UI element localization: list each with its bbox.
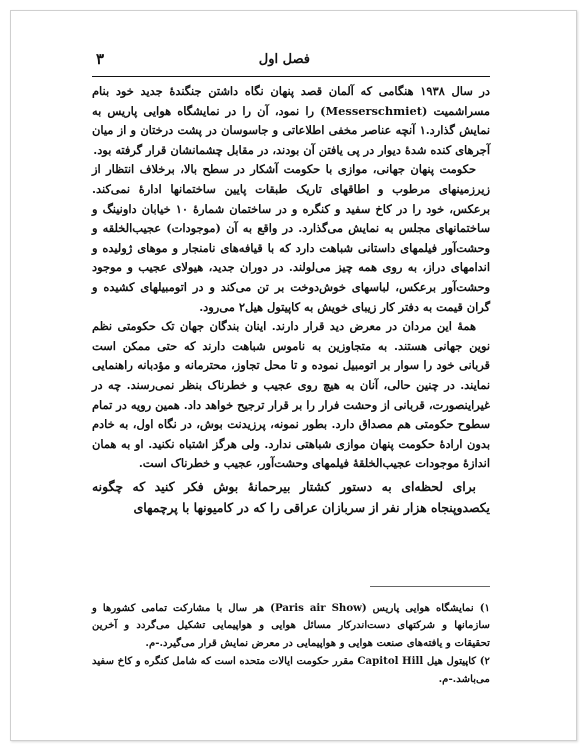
footnote: ۲) کاپیتول هیل Capitol Hill مقرر حکومت ایالات متحده است که شامل کنگره و کاخ سفید می‌باشد.-م. [92,655,491,685]
main-text [92,82,490,518]
paragraph: در سال ۱۹۳۸ هنگامی که آلمان قصد پنهان نگاه داشتن جنگندهٔ جدید خود بنام مسراشمیت (Messerschmiet) را نمود، آن را در نمایشگاه هوایی پاریس به نمایش گذارد.۱ آنچه عناصر مخفی اطلاعاتی و جاسوسان در پشت درختان و از میان آجرهای کنده شدهٔ دیوار در پی یافتن آن بودند، در مقابل چشمانشان قرار گرفته بود. [92,84,491,157]
paragraph: برای لحظه‌ای به دستور کشتار بیرحمانهٔ بوش فکر کنید که چگونه یکصدوپنجاه هزار نفر از سربازان عراقی را که در کامیونها با پرچمهای [92,478,490,515]
paragraph: همهٔ این مردان در معرض دید قرار دارند. اینان بندگان جهان تک حکومتی نظم نوین جهانی هستند. به متجاوزین به ناموس شباهت دارند که حتی ممکن است قربانی خود را سوار بر اتومبیل نموده و تا محل تجاوز، محترمانه و مؤدبانه راهنمایی نمایند. در چنین حالی، آنان به هیچ روی عجیب و خطرناک بنظر نمی‌رسند. چه در غیراینصورت، قربانی از وحشت فرار را بر قرار ترجیح خواهد داد. همین رویه در تمام سطوح حکومتی هم مصداق دارد. بطور نمونه، پرزیدنت بوش، در نگاه اول، به خادم بدون ارادهٔ حکومت پنهان موازی شباهتی ندارد. ولی هرگز اشتباه نکنید. او به همان اندازهٔ موجودات عجیب‌الخلقهٔ فیلمهای وحشت‌آور، عجیب و خطرناک است. [92,319,490,471]
running-title: فصل اول [258,52,310,67]
footnote: ۱) نمایشگاه هوایی پاریس (Paris air Show) هر سال با مشارکت تمامی کشورها و سازمانها و شرکتهای دست‌اندرکار مسائل هوایی و هواپیمایی تشکیل می‌گردد و آخرین تحقیقات و یافته‌های صنعت هوایی و هواپیمایی در معرض نمایش قرار می‌گیرد.-م. [92,602,490,649]
paragraph: حکومت پنهان جهانی، موازی با حکومت آشکار در سطح بالا، برخلاف انتظار از زیرزمینهای مرطوب و اطاقهای تاریک طبقات پایین ساختمانها ادارهٔ نمی‌کند. برعکس، خود را در کاخ سفید و کنگره و در ساختمان شمارهٔ ۱۰ خیابان داونینگ و ساختمانهای مجلس به نمایش می‌گذارد. در واقع به آن (موجودات) عجیب‌الخلقه و وحشت‌آور فیلمهای داستانی شباهت دارد که با قیافه‌های نامنجار و موهای ژولیده و اندامهای دراز، به روی همه چیز می‌لولند. در دوران جدید، هیولای عجیب و موجود وحشت‌آور برعکس، لباسهای خوش‌دوخت بر تن می‌کند و در اتومبیلهای کشیده و گران قیمت به دفتر کار زیبای خویش به کاپیتول هیل۲ می‌رود. [92,162,490,314]
footnote-divider [370,586,490,587]
page-header [92,46,490,72]
footnotes [92,600,490,689]
page-number: ۳ [96,50,105,68]
header-divider [92,76,490,77]
